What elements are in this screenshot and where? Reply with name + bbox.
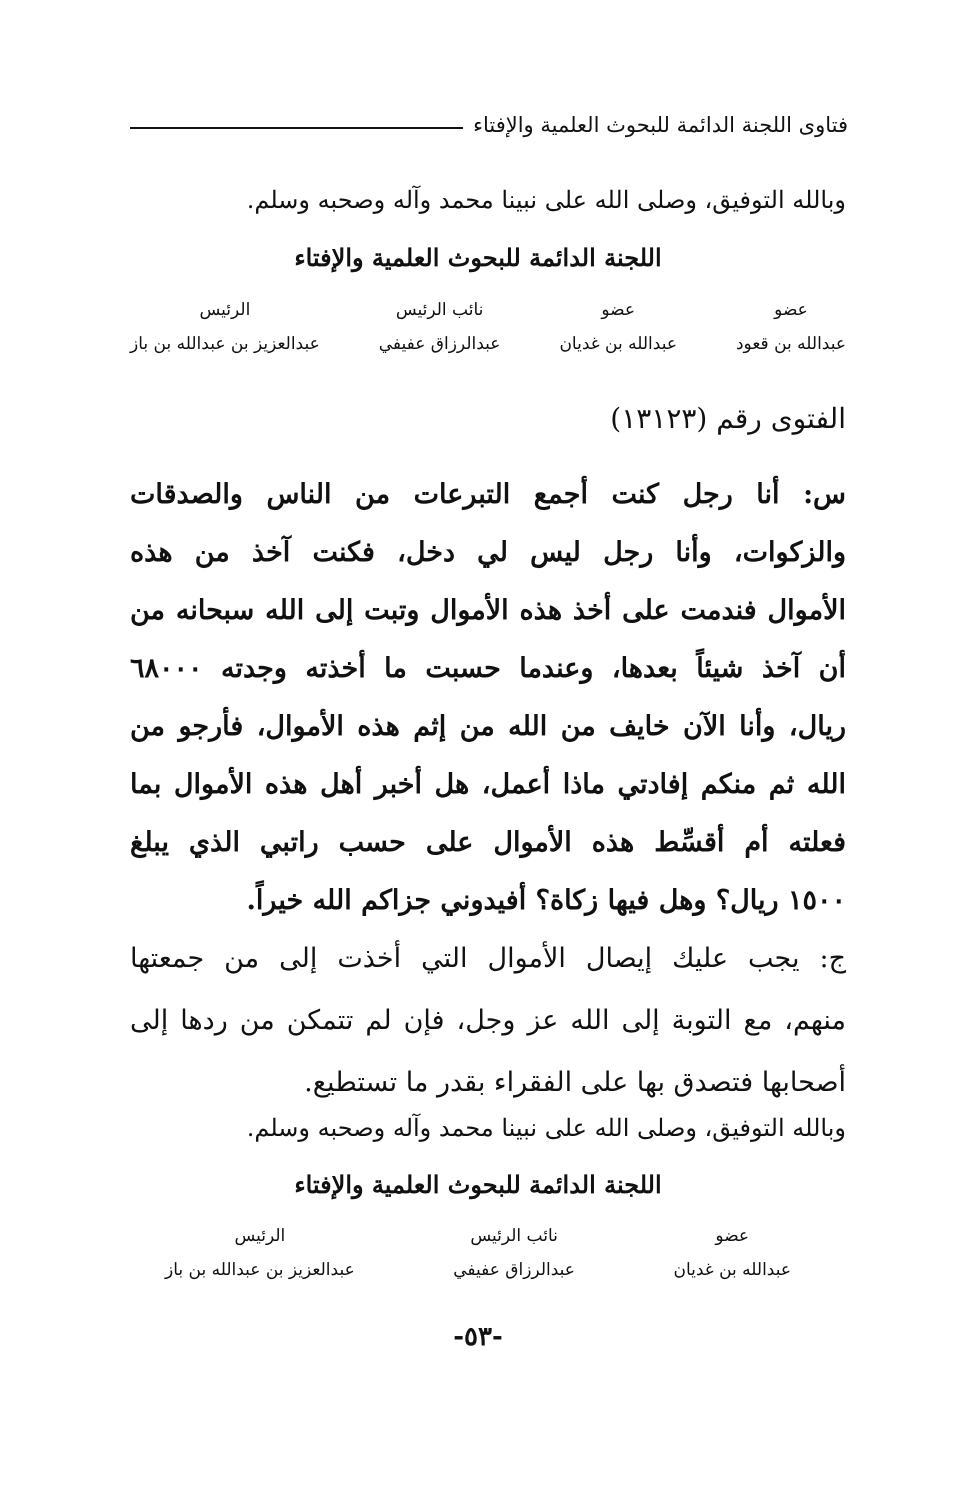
header-rule: [130, 127, 463, 129]
question-line: ريال، وأنا الآن خايف من الله من إثم هذه الأموال، فأرجو من: [130, 711, 846, 742]
committee-name: اللجنة الدائمة للبحوث العلمية والإفتاء: [294, 243, 662, 272]
fatwa-number: الفتوى رقم (١٣١٢٣): [610, 402, 846, 435]
page-number: -٥٣-: [453, 1322, 503, 1352]
signatory-role: نائب الرئيس: [395, 300, 484, 320]
signatory-name: عبدالعزيز بن عبدالله بن باز: [165, 1260, 355, 1280]
question-line: أن آخذ شيئاً بعدها، وعندما حسبت ما أخذته وجدته ٦٨٠٠٠: [130, 653, 846, 684]
signatory-role: عضو: [715, 1226, 750, 1246]
signatory-name: عبدالرزاق عفيفي: [378, 334, 501, 354]
signatory: [453, 1226, 575, 1280]
closing-formula: وبالله التوفيق، وصلى الله على نبينا محمد وآله وصحبه وسلم.: [246, 186, 846, 214]
answer-line: ج: يجب عليك إيصال الأموال التي أخذت إلى من جمعتها: [130, 943, 846, 974]
signatory-name: عبدالعزيز بن عبدالله بن باز: [130, 334, 320, 354]
closing-formula: وبالله التوفيق، وصلى الله على نبينا محمد وآله وصحبه وسلم.: [246, 1114, 846, 1142]
signatory-name: عبدالرزاق عفيفي: [453, 1260, 575, 1280]
signatory-role: نائب الرئيس: [470, 1226, 558, 1246]
question-line: الأموال فندمت على أخذ هذه الأموال وتبت إلى الله سبحانه من: [130, 595, 846, 626]
signatory-role: عضو: [774, 300, 808, 320]
signatory-name: عبدالله بن غديان: [673, 1260, 791, 1280]
question-line: والزكوات، وأنا رجل ليس لي دخل، فكنت آخذ من هذه: [130, 537, 846, 568]
running-header: [130, 110, 848, 140]
answer-line: منهم، مع التوبة إلى الله عز وجل، فإن لم تتمكن من ردها إلى: [130, 1005, 846, 1036]
question-line: فعلته أم أقسِّط هذه الأموال على حسب راتبي الذي يبلغ: [130, 827, 846, 858]
signatory-role: عضو: [601, 300, 636, 320]
signatory-role: الرئيس: [199, 300, 251, 320]
signatory-name: عبدالله بن قعود: [735, 334, 846, 354]
signatories-row: [130, 300, 846, 354]
signatory: [379, 300, 501, 354]
signatory: [130, 300, 320, 354]
signatory: [559, 300, 677, 354]
running-header-title: فتاوى اللجنة الدائمة للبحوث العلمية والإفتاء: [473, 113, 848, 137]
question-line: ١٥٠٠ ريال؟ وهل فيها زكاة؟ أفيدوني جزاكم الله خيراً.: [246, 885, 846, 916]
answer-line: أصحابها فتصدق بها على الفقراء بقدر ما تستطيع.: [304, 1067, 846, 1098]
question-line: س: أنا رجل كنت أجمع التبرعات من الناس والصدقات: [130, 479, 846, 510]
signatories-row: [165, 1226, 791, 1280]
signatory: [165, 1226, 355, 1280]
signatory: [736, 300, 846, 354]
question-block: [130, 466, 846, 930]
signatory: [673, 1226, 791, 1280]
question-line: الله ثم منكم إفادتي ماذا أعمل، هل أخبر أهل هذه الأموال بما: [130, 769, 846, 800]
signatory-name: عبدالله بن غديان: [559, 334, 677, 354]
signatory-role: الرئيس: [234, 1226, 286, 1246]
answer-block: [130, 928, 846, 1114]
committee-name: اللجنة الدائمة للبحوث العلمية والإفتاء: [294, 1170, 662, 1199]
